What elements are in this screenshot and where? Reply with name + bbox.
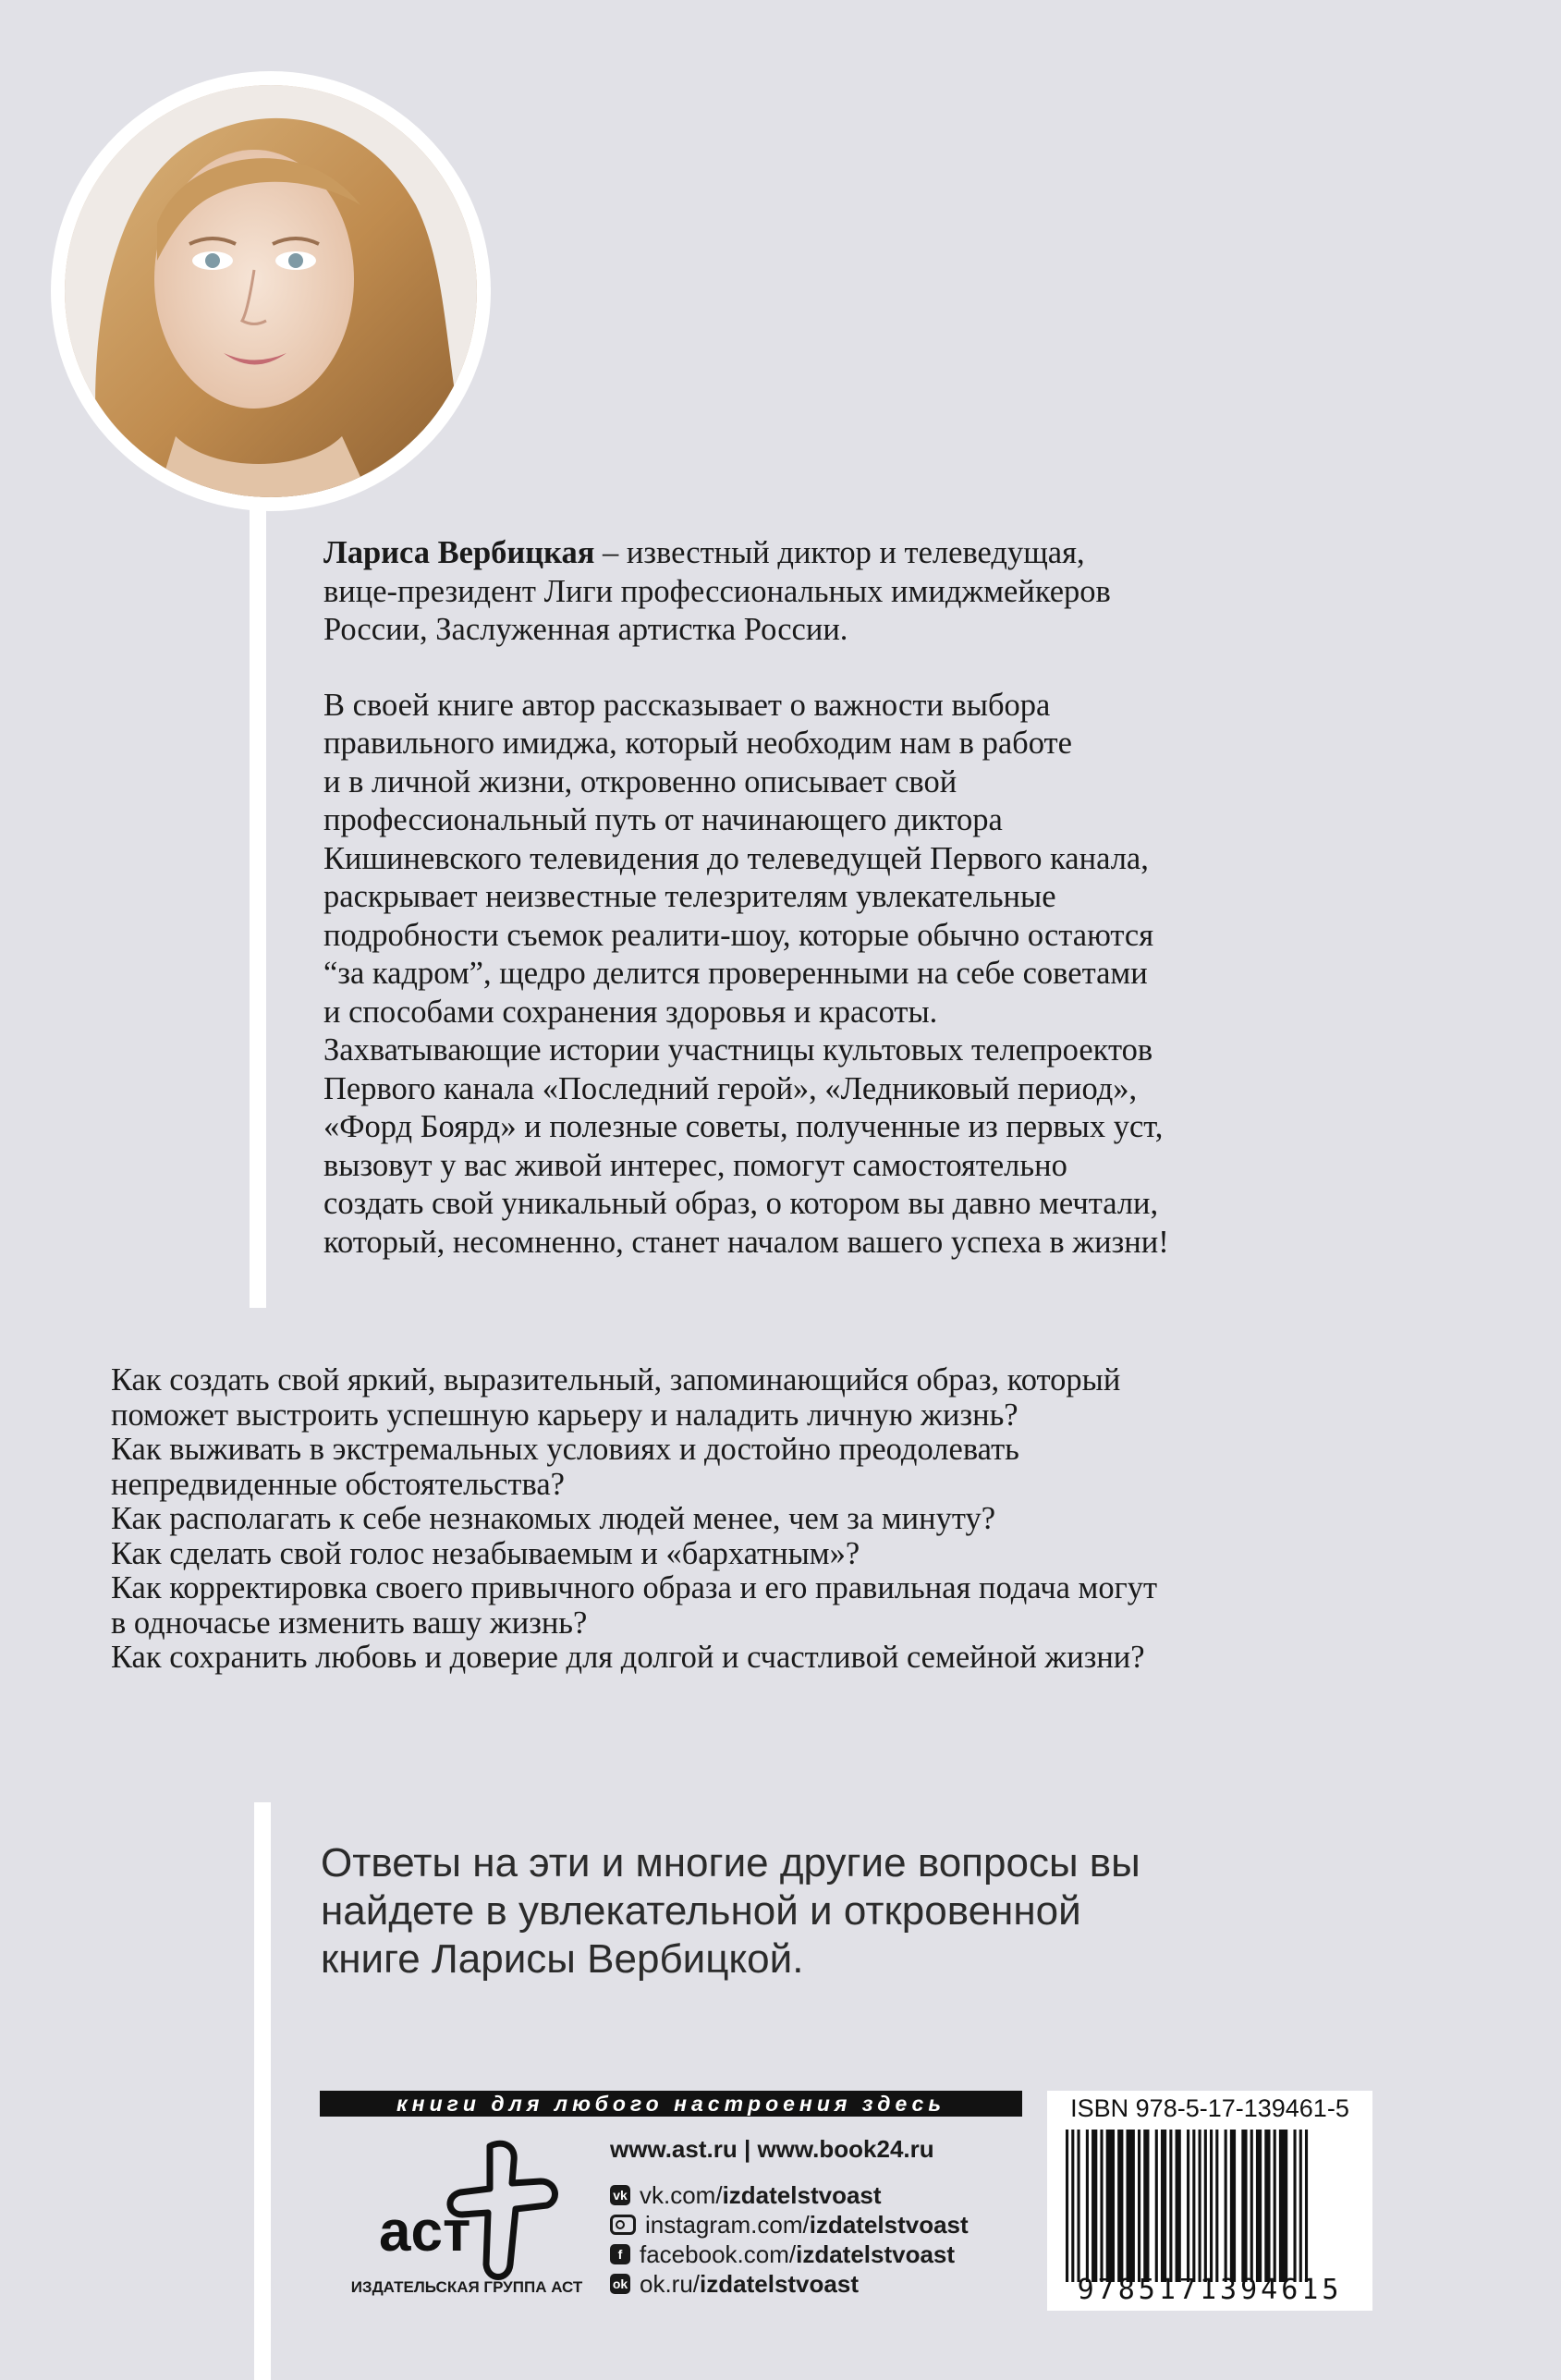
barcode-bar xyxy=(1199,2130,1201,2282)
barcode-bar xyxy=(1230,2130,1236,2282)
barcode-bar xyxy=(1066,2130,1068,2282)
barcode-bar xyxy=(1100,2130,1103,2282)
description-line: подробности съемок реалити-шоу, которые обычно остаются xyxy=(323,917,1154,953)
barcode-bar xyxy=(1161,2130,1166,2282)
barcode-bar xyxy=(1187,2130,1189,2282)
social-link-ok[interactable] xyxy=(610,2269,1035,2299)
description-line: который, несомненно, станет началом вашего успеха в жизни! xyxy=(323,1224,1169,1260)
barcode-bar xyxy=(1250,2130,1253,2282)
barcode xyxy=(1066,2130,1354,2282)
description-line: Первого канала «Последний герой», «Ледниковый период», xyxy=(323,1070,1138,1106)
question-line: Как располагать к себе незнакомых людей менее, чем за минуту? xyxy=(111,1501,996,1536)
answer-line: Ответы на эти и многие другие вопросы вы xyxy=(321,1840,1140,1886)
barcode-bar xyxy=(1077,2130,1079,2282)
barcode-bar xyxy=(1127,2130,1135,2282)
barcode-bar xyxy=(1241,2130,1247,2282)
barcode-bar xyxy=(1143,2130,1149,2282)
barcode-bar xyxy=(1274,2130,1276,2282)
link-account: izdatelstvoast xyxy=(700,2269,859,2298)
description-line: и в личной жизни, откровенно описывает свой xyxy=(323,763,957,799)
question-line: Как сохранить любовь и доверие для долгой и счастливой семейной жизни? xyxy=(111,1640,1145,1675)
barcode-bar xyxy=(1215,2130,1218,2282)
intro-line: – известный диктор и телеведущая, xyxy=(594,535,1085,570)
answer-line: найдете в увлекательной и откровенной xyxy=(321,1888,1081,1934)
barcode-bar xyxy=(1106,2130,1115,2282)
barcode-bar xyxy=(1117,2130,1123,2282)
description-line: правильного имиджа, который необходим нам в работе xyxy=(323,726,1072,761)
description-line: и способами сохранения здоровья и красоты. xyxy=(323,994,938,1030)
isbn-barcode-box xyxy=(1047,2091,1372,2311)
link-account: izdatelstvoast xyxy=(722,2180,882,2209)
social-link-facebook[interactable] xyxy=(610,2240,1035,2269)
questions-list xyxy=(111,1363,1312,1676)
barcode-bar xyxy=(1086,2130,1089,2282)
publisher-sites[interactable]: www.ast.ru | www.book24.ru xyxy=(610,2135,934,2163)
vk-icon: vk xyxy=(610,2185,630,2205)
facebook-icon: f xyxy=(610,2244,630,2264)
barcode-bar xyxy=(1091,2130,1097,2282)
barcode-bar xyxy=(1279,2130,1287,2282)
logo-text: аст xyxy=(379,2200,471,2264)
decorative-line-top xyxy=(250,504,266,1308)
barcode-bar xyxy=(1169,2130,1172,2282)
ok-icon: ok xyxy=(610,2274,630,2294)
link-prefix: facebook.com/ xyxy=(640,2240,797,2268)
answer-paragraph xyxy=(321,1839,1337,1983)
author-portrait xyxy=(65,85,477,497)
social-link-instagram[interactable] xyxy=(610,2210,1035,2240)
question-line: Как корректировка своего привычного образа и его правильная подача могут xyxy=(111,1570,1158,1605)
description-line: раскрывает неизвестные телезрителям увлекательные xyxy=(323,879,1056,914)
book-description xyxy=(323,687,1294,1263)
description-line: Кишиневского телевидения до телеведущей Первого канала, xyxy=(323,840,1149,876)
barcode-bar xyxy=(1299,2130,1302,2282)
publisher-name: ИЗДАТЕЛЬСКАЯ ГРУППА АСТ xyxy=(350,2278,583,2296)
description-line: профессиональный путь от начинающего диктора xyxy=(323,802,1003,837)
description-line: вызовут у вас живой интерес, помогут самостоятельно xyxy=(323,1147,1067,1183)
intro-line: России, Заслуженная артистка России. xyxy=(323,612,848,647)
decorative-line-bottom xyxy=(254,1802,271,2380)
barcode-bar xyxy=(1155,2130,1158,2282)
barcode-bar xyxy=(1071,2130,1074,2282)
barcode-bar xyxy=(1210,2130,1213,2282)
description-line: создать свой уникальный образ, о котором вы давно мечтали, xyxy=(323,1186,1159,1221)
tagline-bar: книги для любого настроения здесь xyxy=(320,2091,1022,2117)
barcode-bar xyxy=(1293,2130,1296,2282)
barcode-bar xyxy=(1138,2130,1140,2282)
barcode-bar xyxy=(1204,2130,1207,2282)
question-line: Как сделать свой голос незабываемым и «бархатным»? xyxy=(111,1535,860,1571)
publisher-links xyxy=(610,2135,1035,2299)
author-intro xyxy=(323,534,1294,650)
description-line: Захватывающие истории участницы культовых телепроектов xyxy=(323,1032,1153,1068)
barcode-bar xyxy=(1264,2130,1270,2282)
barcode-bar xyxy=(1305,2130,1308,2282)
link-account: izdatelstvoast xyxy=(809,2210,969,2239)
barcode-bar xyxy=(1256,2130,1262,2282)
link-account: izdatelstvoast xyxy=(796,2240,956,2268)
barcode-bar xyxy=(1192,2130,1195,2282)
link-prefix: ok.ru/ xyxy=(640,2269,701,2298)
instagram-icon xyxy=(610,2215,636,2235)
barcode-bar xyxy=(1225,2130,1227,2282)
link-prefix: instagram.com/ xyxy=(645,2210,810,2239)
answer-line: книге Ларисы Вербицкой. xyxy=(321,1936,804,1982)
social-link-vk[interactable] xyxy=(610,2180,1035,2210)
isbn-number: ISBN 978-5-17-139461-5 xyxy=(1070,2094,1349,2122)
author-bio xyxy=(323,534,1294,1262)
barcode-bar xyxy=(1176,2130,1181,2282)
question-line: Как выживать в экстремальных условиях и достойно преодолевать xyxy=(111,1432,1019,1467)
link-prefix: vk.com/ xyxy=(640,2180,723,2209)
question-line: Как создать свой яркий, выразительный, запоминающийся образ, который xyxy=(111,1362,1121,1397)
description-line: «Форд Боярд» и полезные советы, полученные из первых уст, xyxy=(323,1109,1164,1144)
question-line: непредвиденные обстоятельства? xyxy=(111,1466,565,1502)
description-line: “за кадром”, щедро делится проверенными на себе советами xyxy=(323,956,1148,991)
intro-line: вице-президент Лиги профессиональных имиджмейкеров xyxy=(323,573,1111,609)
barcode-digits: 9785171394615 xyxy=(1077,2274,1343,2306)
ast-logo xyxy=(351,2135,582,2292)
description-line: В своей книге автор рассказывает о важности выбора xyxy=(323,687,1051,723)
question-line: в одночасье изменить вашу жизнь? xyxy=(111,1605,588,1641)
question-line: поможет выстроить успешную карьеру и наладить личную жизнь? xyxy=(111,1397,1018,1433)
author-name: Лариса Вербицкая xyxy=(323,535,595,570)
